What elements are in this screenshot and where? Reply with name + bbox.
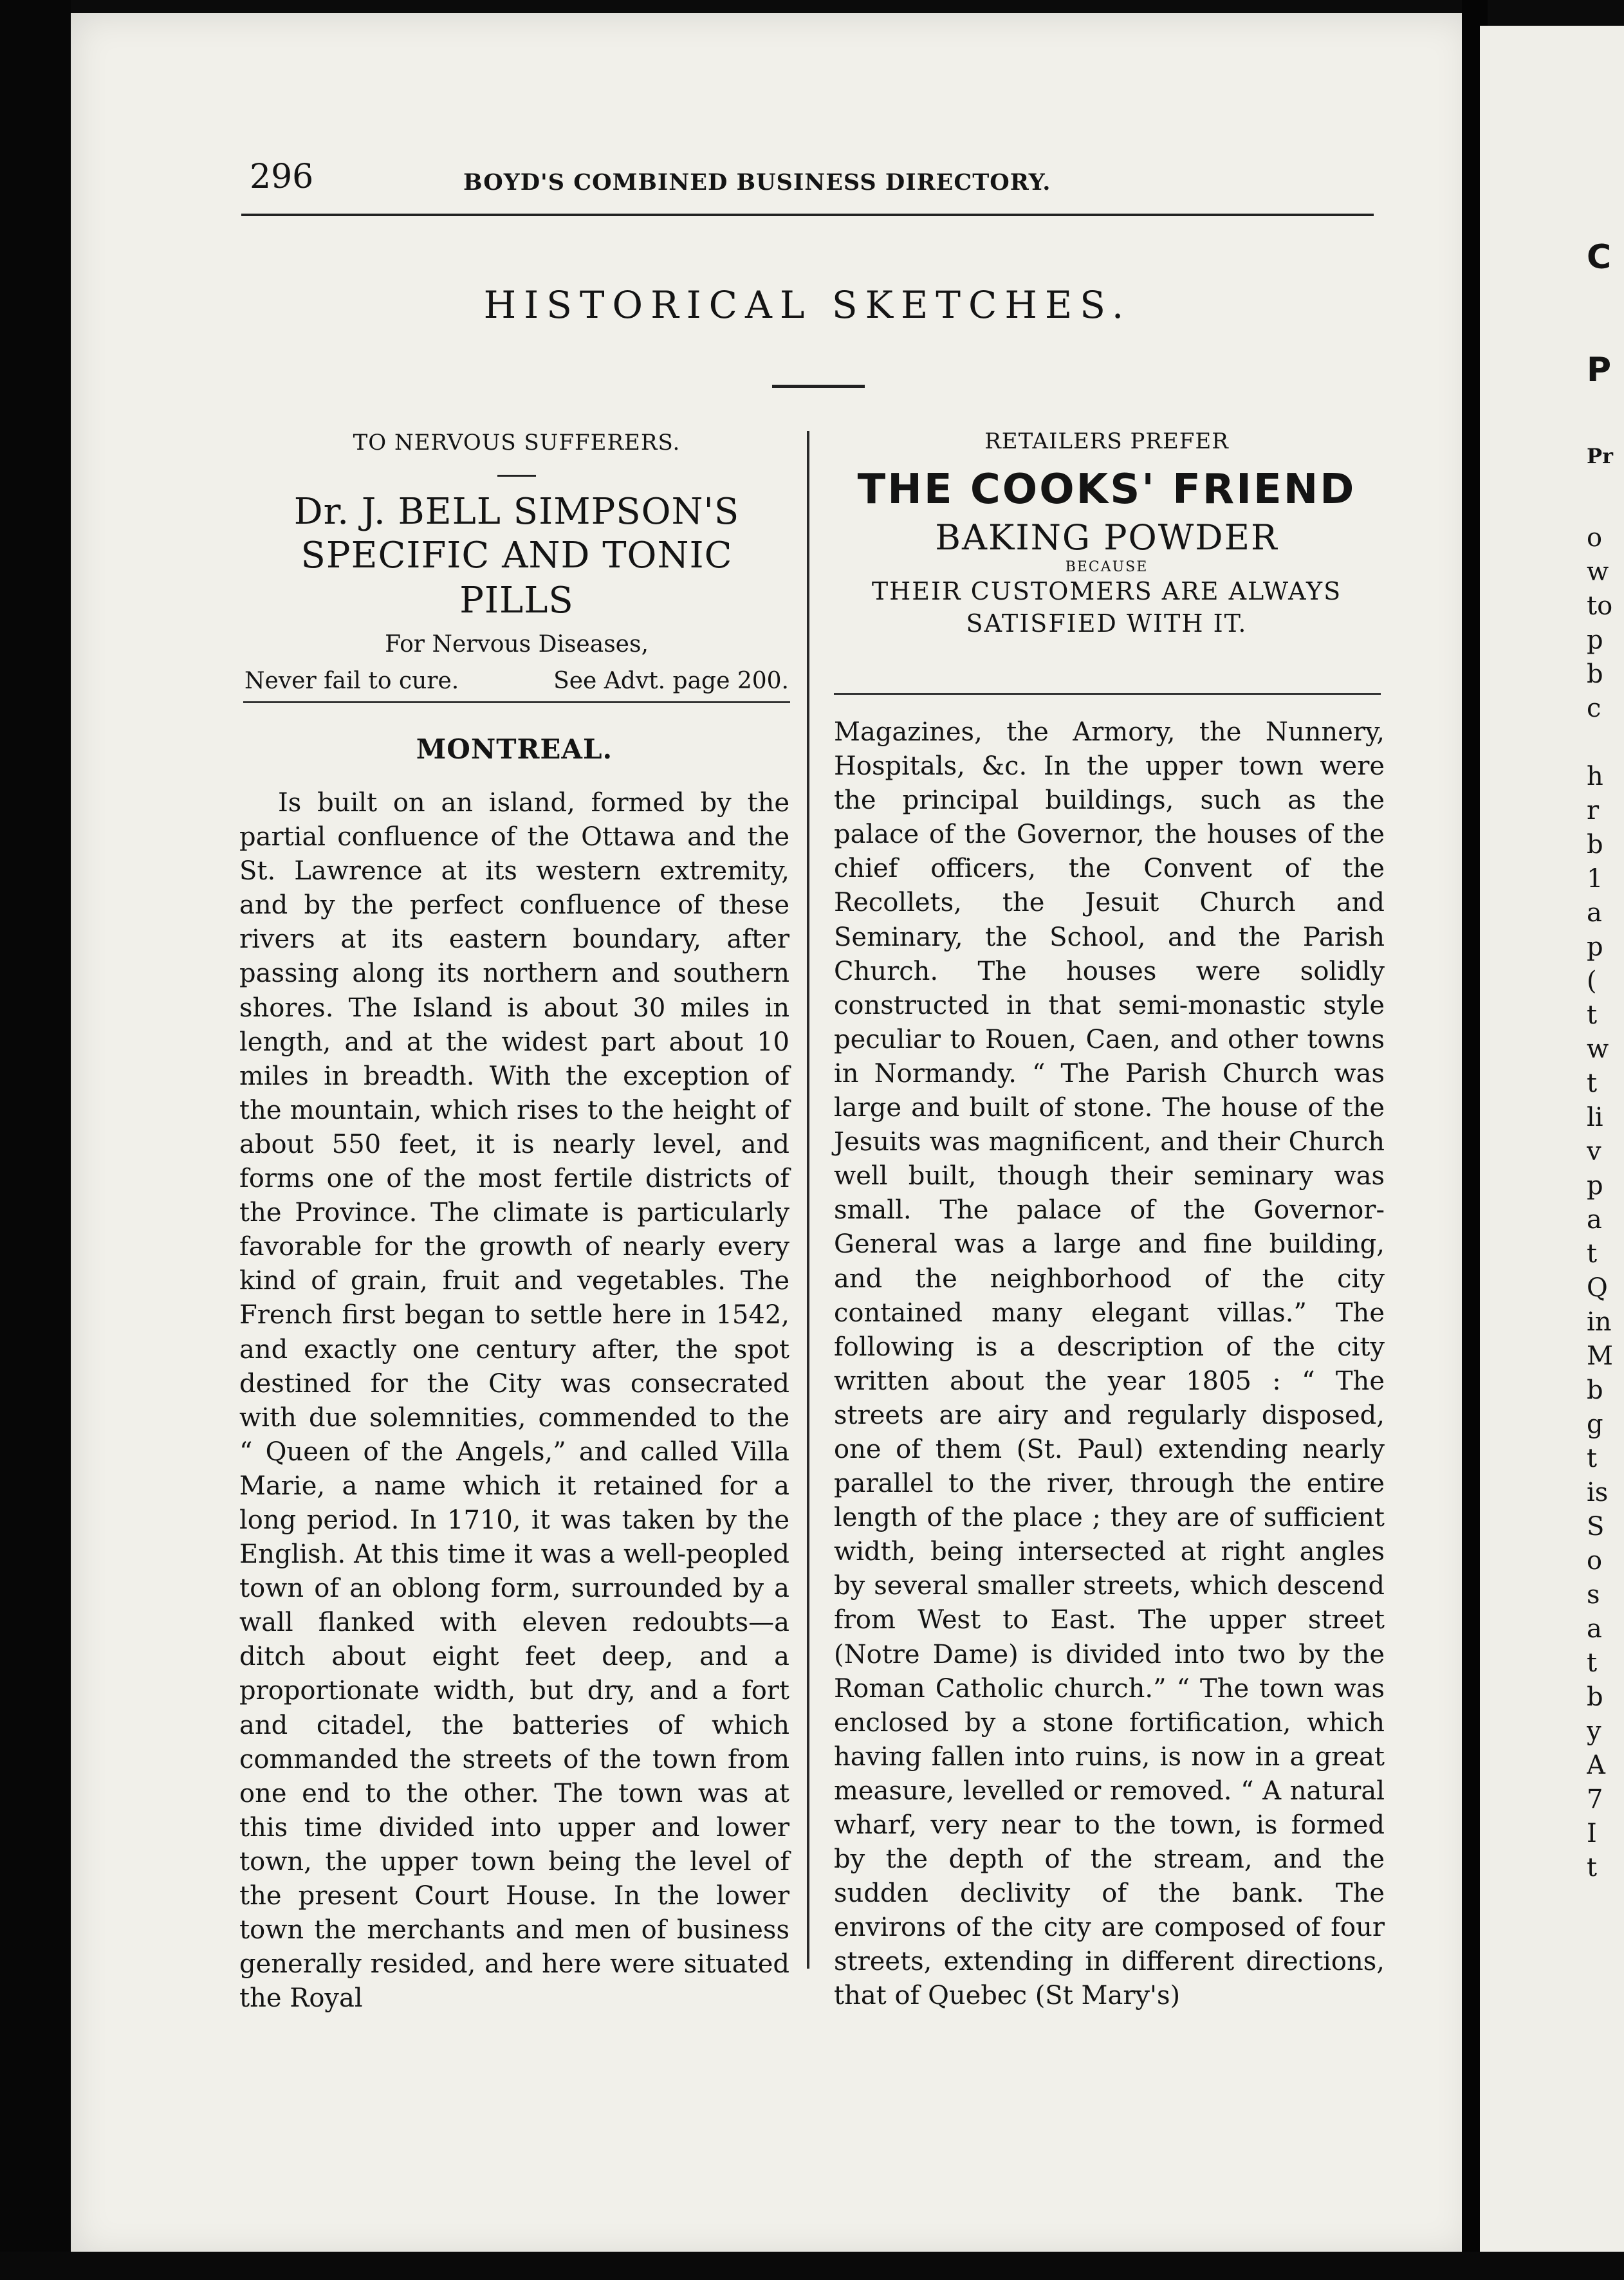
left-ad-rule bbox=[243, 701, 790, 703]
ad-dash bbox=[497, 475, 536, 477]
article-right-column: Magazines, the Armory, the Nunnery, Hospitals, &c. In the upper town were the principal buildings, such as the palace of the Governor, the houses of the chief officers, the Convent of the Recollets, the Jesuit Church and Seminary, the School, and the Parish Church. The houses were solidly constructed in that semi-monastic style peculiar to Rouen, Caen, and other towns in Normandy. “ The Parish Church was large and built of stone. The house of the Jesuits was magnificent, and their Church well built, though their seminary was small. The palace of the Governor-General was a large and fine building, and the neighborhood of the city contained many elegant villas.” The following is a description of the city written about the year 1805 : “ The streets are airy and regularly disposed, one of them (St. Paul) extending nearly parallel to the river, through the entire length of the place ; they are of sufficient width, being intersected at right angles by several smaller streets, which descend from West to East. The upper street (Notre Dame) is divided into two by the Roman Catholic church.” “ The town was enclosed by a stone fortification, which having fallen into ruins, is now in a great measure, levelled or removed. “ A natural wharf, very near to the town, is formed by the depth of the stream, and the sudden declivity of the bank. The environs of the city are composed of four streets, extending in different directions, that of Quebec (St Mary's) bbox=[834, 717, 1385, 2011]
baking-powder-advertisement bbox=[830, 423, 1383, 639]
ad-kicker: TO NERVOUS SUFFERERS. bbox=[353, 430, 681, 455]
article-heading: MONTREAL. bbox=[416, 733, 613, 765]
next-page-fragment-pr: Pr bbox=[1587, 444, 1613, 468]
article-left-column: Is built on an island, formed by the partial confluence of the Ottawa and the St. Lawrence at its western extremity, and by the perfect confluence of these rivers at its eastern boundary, after passing along its northern and southern shores. The Island is about 30 miles in length, and at the widest part about 10 miles in breadth. With the exception of the mountain, which rises to the height of about 550 feet, it is nearly level, and forms one of the most fertile districts of the Province. The climate is particularly favorable for the growth of nearly every kind of grain, fruit and vegetables. The French first began to settle here in 1542, and exactly one century after, the spot destined for the City was consecrated with due solemnities, commended to the “ Queen of the Angels,” and called Villa Marie, a name which it retained for a long period. In 1710, it was taken by the English. At this time it was a well-peopled town of an oblong form, surrounded by a wall flanked with eleven redoubts—a ditch about eight feet deep, and a proportionate width, but dry, and a fort and citadel, the batteries of which commanded the streets of the town from one end to the other. The town was at this time divided into upper and lower town, the upper town being the level of the present Court House. In the lower town the merchants and men of business generally resided, and here were situated the Royal bbox=[239, 788, 789, 2014]
next-page-letter-fragments: o w to p b c h r b 1 a p ( t w t li v p a t Q in M b g t is S o s a t b y A 7 I t bbox=[1587, 523, 1613, 1882]
scan-left-edge bbox=[0, 0, 71, 2280]
ad-product: THE COOKS' FRIEND bbox=[857, 466, 1356, 513]
ad-reference: See Advt. page 200. bbox=[553, 668, 789, 694]
ad-kicker: RETAILERS PREFER bbox=[984, 428, 1229, 454]
next-page-fragment-c: C bbox=[1587, 238, 1612, 277]
title-rule bbox=[772, 385, 865, 388]
header-rule bbox=[241, 214, 1374, 216]
running-title: BOYD'S COMBINED BUSINESS DIRECTORY. bbox=[463, 169, 1051, 196]
running-header bbox=[174, 158, 1377, 203]
ad-subtitle: For Nervous Diseases, bbox=[385, 631, 649, 657]
section-title: HISTORICAL SKETCHES. bbox=[483, 283, 1132, 327]
ad-footer bbox=[243, 668, 790, 694]
ad-product-line: SPECIFIC AND TONIC PILLS bbox=[300, 535, 733, 621]
ad-product-sub: BAKING POWDER bbox=[935, 517, 1278, 558]
ad-line-1: THEIR CUSTOMERS ARE ALWAYS bbox=[871, 577, 1342, 605]
ad-because: BECAUSE bbox=[1065, 559, 1149, 575]
right-ad-rule bbox=[834, 693, 1381, 695]
ad-tagline: Never fail to cure. bbox=[245, 668, 459, 694]
next-page-fragment-p: P bbox=[1587, 351, 1612, 389]
page-number: 296 bbox=[250, 158, 314, 196]
ad-line-2: SATISFIED WITH IT. bbox=[966, 609, 1248, 638]
column-divider bbox=[807, 431, 809, 1969]
scan-bottom-edge bbox=[0, 2252, 1624, 2280]
ad-name-line: Dr. J. BELL SIMPSON'S bbox=[293, 491, 740, 533]
pills-advertisement bbox=[243, 425, 790, 694]
